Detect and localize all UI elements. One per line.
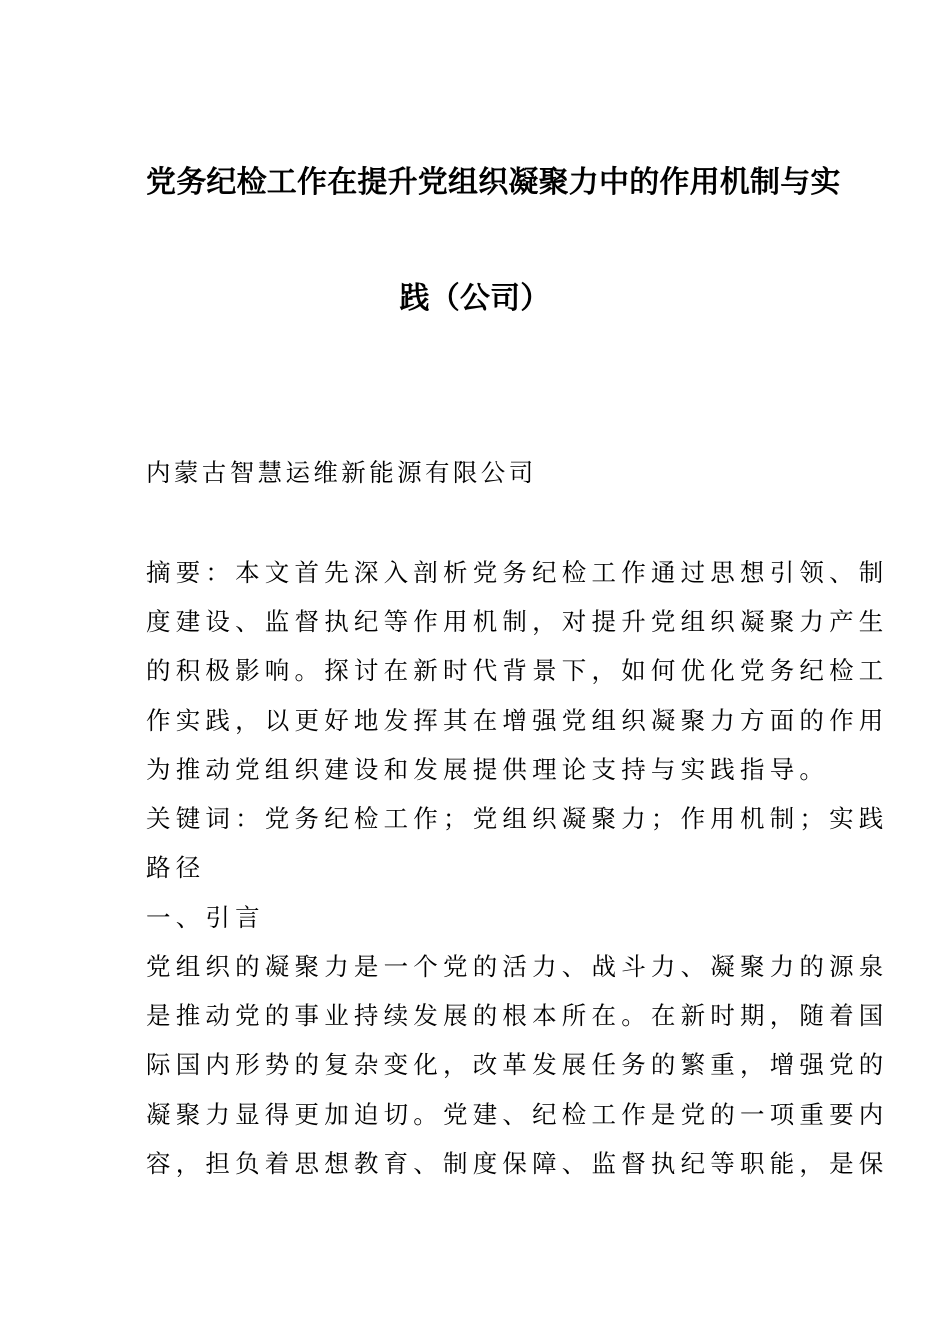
keywords-line: 路径	[146, 853, 206, 883]
section-heading-introduction: 一、引言	[146, 903, 265, 932]
abstract-line: 为推动党组织建设和发展提供理论支持与实践指导。	[146, 754, 830, 784]
abstract-line: 度建设、监督执纪等作用机制，对提升党组织凝聚力产生	[146, 607, 889, 637]
abstract-line: 的积极影响。探讨在新时代背景下，如何优化党务纪检工	[146, 656, 889, 686]
company-name: 内蒙古智慧运维新能源有限公司	[146, 458, 537, 487]
abstract-paragraph	[146, 548, 889, 794]
document-title-line-1: 党务纪检工作在提升党组织凝聚力中的作用机制与实	[146, 165, 841, 200]
intro-line: 容，担负着思想教育、制度保障、监督执纪等职能，是保	[146, 1148, 889, 1178]
keywords-paragraph	[146, 794, 889, 892]
introduction-paragraph	[146, 942, 889, 1188]
intro-line: 是推动党的事业持续发展的根本所在。在新时期，随着国	[146, 1001, 889, 1031]
intro-line: 党组织的凝聚力是一个党的活力、战斗力、凝聚力的源泉	[146, 952, 889, 981]
abstract-line: 作实践，以更好地发挥其在增强党组织凝聚力方面的作用	[146, 705, 889, 735]
intro-line: 凝聚力显得更加迫切。党建、纪检工作是党的一项重要内	[146, 1099, 889, 1129]
abstract-line: 摘要：本文首先深入剖析党务纪检工作通过思想引领、制	[146, 558, 889, 587]
document-title-line-2: 践（公司）	[399, 281, 551, 316]
intro-line: 际国内形势的复杂变化，改革发展任务的繁重，增强党的	[146, 1050, 889, 1080]
keywords-line: 关键词：党务纪检工作；党组织凝聚力；作用机制；实践	[146, 804, 889, 833]
